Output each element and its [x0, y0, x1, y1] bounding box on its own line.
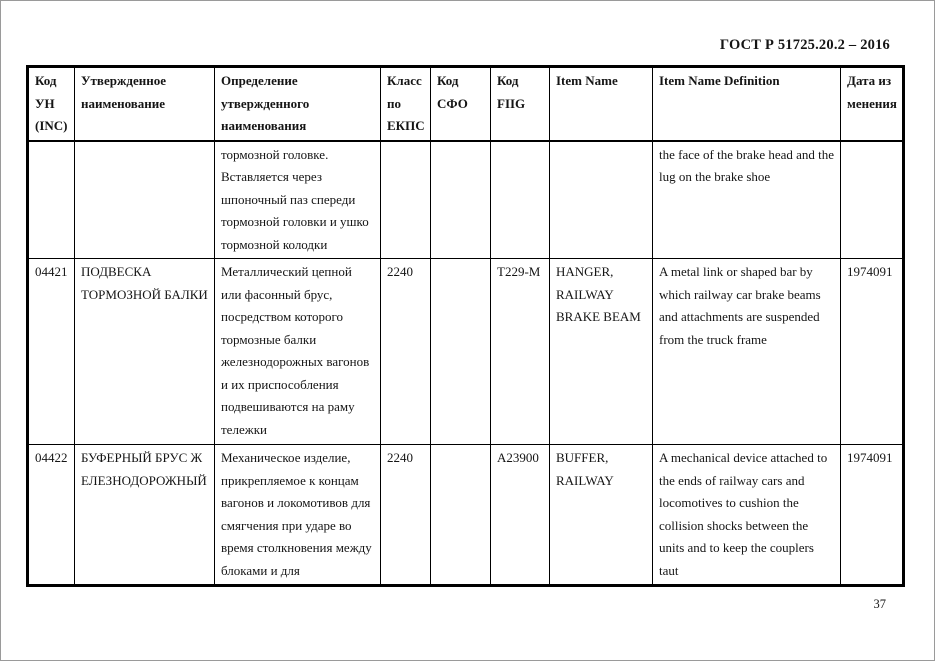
cell-ekps-class [381, 141, 431, 259]
cell-item-name-definition: A metal link or shaped bar by which railway car brake beams and attachments are suspended from the truck frame [653, 259, 841, 445]
column-header-approved-name: Утвержденное наименование [75, 67, 215, 141]
cell-approved-name [75, 141, 215, 259]
table-row-continuation [28, 141, 904, 259]
cell-ekps-class: 2240 [381, 259, 431, 445]
cell-item-name [550, 141, 653, 259]
cell-approved-name: ПОДВЕСКА ТОРМОЗНОЙ БАЛКИ [75, 259, 215, 445]
cell-sfo-code [431, 259, 491, 445]
column-header-approved-name-definition: Определение утвержденного наименования [215, 67, 381, 141]
table-header-row [28, 67, 904, 141]
cell-sfo-code [431, 445, 491, 586]
column-header-sfo-code: Код СФО [431, 67, 491, 141]
cell-approved-name: БУФЕРНЫЙ БРУС ЖЕЛЕЗНОДОРОЖНЫЙ [75, 445, 215, 586]
cell-change-date: 1974091 [841, 445, 904, 586]
cell-approved-name-definition: Металлический цепной или фасонный брус, посредством которого тормозные балки железнодорожных вагонов и их приспособления подвешиваются на раму тележки [215, 259, 381, 445]
cell-approved-name-definition: тормозной головке. Вставляется через шпоночный паз спереди тормозной головки и ушко тормозной колодки [215, 141, 381, 259]
cell-fiig-code: A23900 [491, 445, 550, 586]
document-standard-number: ГОСТ Р 51725.20.2 – 2016 [719, 37, 890, 53]
cell-fiig-code: T229-M [491, 259, 550, 445]
cell-item-name-definition: A mechanical device attached to the ends of railway cars and locomotives to cushion the collision shocks between the units and to keep the couplers taut [653, 445, 841, 586]
table-row-04421 [28, 259, 904, 445]
cell-item-name: HANGER, RAILWAY BRAKE BEAM [550, 259, 653, 445]
cell-change-date: 1974091 [841, 259, 904, 445]
page-number: 37 [873, 597, 886, 611]
cell-change-date [841, 141, 904, 259]
cell-item-name: BUFFER, RAILWAY [550, 445, 653, 586]
column-header-change-date: Дата изменения [841, 67, 904, 141]
cell-inc-code: 04422 [28, 445, 75, 586]
cell-sfo-code [431, 141, 491, 259]
item-codes-table [26, 65, 905, 587]
table-row-04422 [28, 445, 904, 586]
cell-fiig-code [491, 141, 550, 259]
column-header-fiig-code: Код FIIG [491, 67, 550, 141]
cell-ekps-class: 2240 [381, 445, 431, 586]
column-header-inc-code: Код УН (INC) [28, 67, 75, 141]
cell-inc-code: 04421 [28, 259, 75, 445]
column-header-ekps-class: Класс по ЕКПС [381, 67, 431, 141]
cell-inc-code [28, 141, 75, 259]
cell-item-name-definition: the face of the brake head and the lug on the brake shoe [653, 141, 841, 259]
column-header-item-name-definition: Item Name Definition [653, 67, 841, 141]
column-header-item-name: Item Name [550, 67, 653, 141]
cell-approved-name-definition: Механическое изделие, прикрепляемое к концам вагонов и локомотивов для смягчения при ударе во время столкновения между блоками и для [215, 445, 381, 586]
